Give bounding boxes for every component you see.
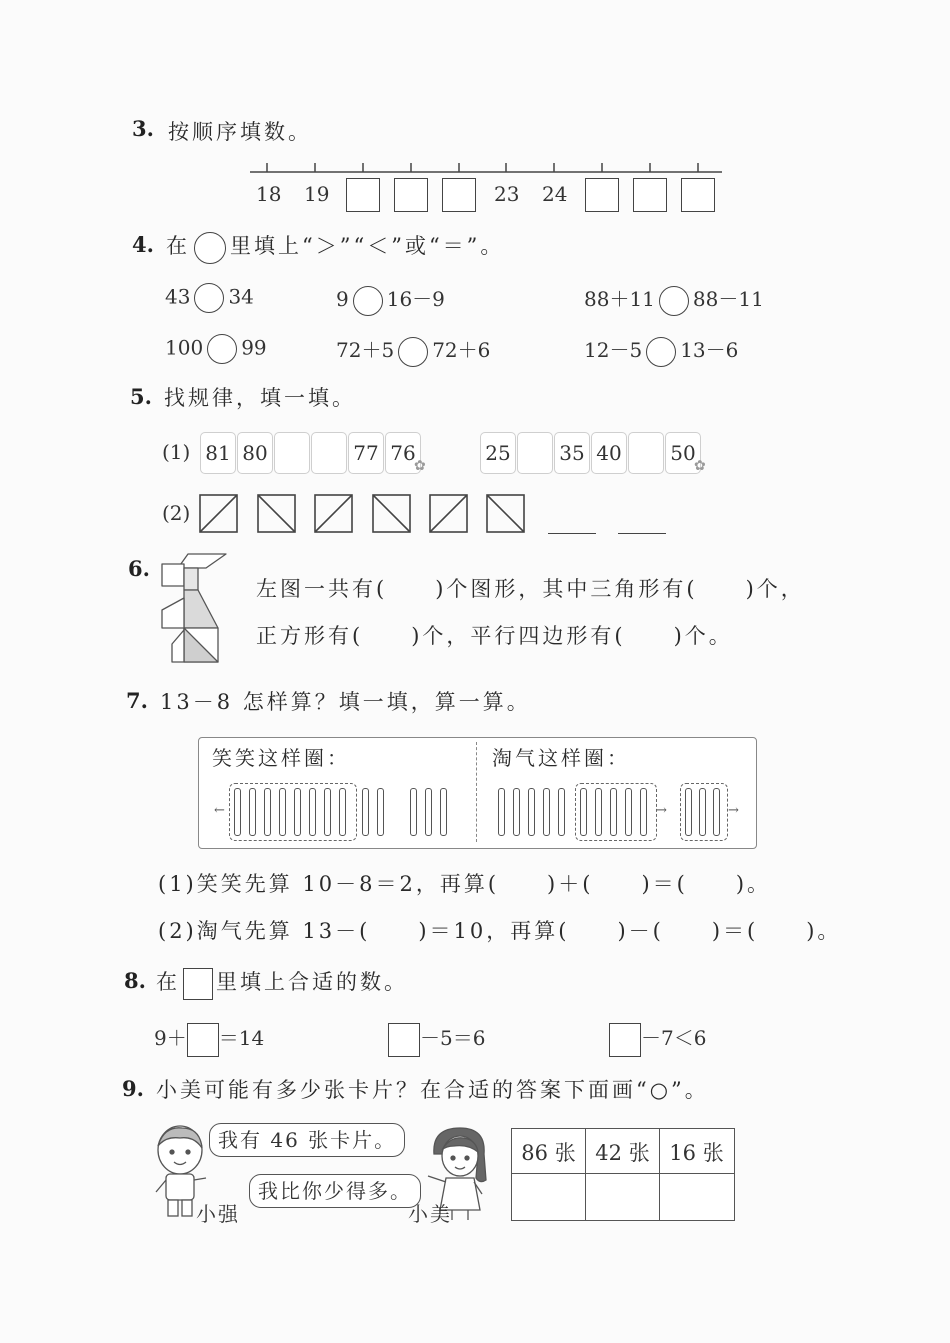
counting-stick: [279, 788, 286, 836]
arrow-right-icon: →: [656, 803, 667, 818]
counting-stick: [425, 788, 432, 836]
eq-text: －7＜6: [641, 1026, 707, 1050]
name-xiaomei: 小美: [408, 1202, 452, 1226]
nl-answer-box[interactable]: [681, 178, 715, 212]
counting-stick: [234, 788, 241, 836]
sequence-blank-card[interactable]: [628, 432, 664, 474]
compare-left: 88＋11: [584, 287, 655, 311]
equation-answer-box[interactable]: [388, 1023, 420, 1057]
equation-answer-box[interactable]: [187, 1023, 219, 1057]
counting-stick: [410, 788, 417, 836]
counting-stick: [610, 788, 617, 836]
speech-bubble-xiaoqiang: 我有 46 张卡片。: [209, 1123, 405, 1157]
q5-part1-label: (1): [162, 440, 191, 464]
q8-prompt: [156, 966, 408, 1000]
xiaoxiao-method-title: 笑笑这样圈：: [212, 746, 350, 770]
eq-text: 9＋: [154, 1026, 187, 1050]
q9-prompt: 小美可能有多少张卡片？在合适的答案下面画“○”。: [156, 1078, 709, 1102]
eq-text: －5＝6: [420, 1026, 486, 1050]
sequence-card: 40: [591, 432, 627, 474]
compare-left: 43: [165, 284, 191, 309]
option-answer-cell[interactable]: [661, 1175, 733, 1219]
q8-prompt-a: 在: [156, 970, 180, 994]
compare-right: 16－9: [386, 287, 445, 311]
counting-stick: [324, 788, 331, 836]
eq-text: ＝14: [218, 1026, 265, 1050]
compare-circle[interactable]: [207, 334, 237, 364]
compare-right: 13－6: [680, 338, 739, 362]
counting-stick: [580, 788, 587, 836]
counting-stick: [264, 788, 271, 836]
option-answer-cell[interactable]: [587, 1175, 658, 1219]
diagonal-square-pattern: [198, 493, 538, 535]
circle-symbol-icon: [194, 232, 226, 264]
sequence-card: 77: [348, 432, 384, 474]
arrow-left-icon: ←: [214, 803, 225, 818]
option-answer-cell[interactable]: [512, 1175, 584, 1219]
nl-label-18: 18: [256, 182, 282, 206]
name-xiaoqiang: 小强: [196, 1202, 240, 1226]
q7-prompt: 13－8 怎样算？填一填，算一算。: [160, 690, 531, 714]
option-label-86: 86 张: [521, 1141, 576, 1165]
option-label-16: 16 张: [669, 1141, 724, 1165]
nl-label-24: 24: [542, 182, 568, 206]
q6-line2: 正方形有( )个，平行四边形有( )个。: [256, 624, 733, 648]
tangram-rabbit-figure: [158, 550, 230, 670]
compare-right: 72＋6: [432, 338, 491, 362]
nl-answer-box[interactable]: [585, 178, 619, 212]
q4-number: 4.: [132, 232, 154, 257]
q3-number: 3.: [132, 116, 154, 141]
q8-equation-2: [388, 1022, 485, 1057]
compare-circle[interactable]: [194, 283, 224, 313]
compare-item: [165, 334, 267, 364]
arrow-right-icon: →: [728, 803, 739, 818]
compare-circle[interactable]: [398, 337, 428, 367]
q7-number: 7.: [126, 688, 148, 713]
counting-stick: [543, 788, 550, 836]
q8-equation-3: [609, 1022, 706, 1057]
counting-stick: [699, 788, 706, 836]
q5-prompt: 找规律，填一填。: [164, 386, 356, 410]
counting-stick: [528, 788, 535, 836]
compare-item: [336, 334, 490, 367]
counting-stick: [440, 788, 447, 836]
sequence-blank-card[interactable]: [311, 432, 347, 474]
sequence-card: 25: [480, 432, 516, 474]
compare-left: 9: [336, 287, 349, 311]
q6-number: 6.: [128, 556, 150, 581]
q4-prompt-b: 里填上“＞”“＜”或“＝”。: [230, 234, 505, 258]
nl-answer-box[interactable]: [394, 178, 428, 212]
compare-item: [584, 283, 764, 316]
counting-stick: [513, 788, 520, 836]
leaf-decoration-icon: ✿: [694, 458, 706, 474]
compare-left: 12－5: [584, 338, 643, 362]
q3-prompt: 按顺序填数。: [168, 120, 312, 144]
nl-label-23: 23: [494, 182, 520, 206]
q8-prompt-b: 里填上合适的数。: [216, 970, 408, 994]
options-table: [511, 1128, 735, 1221]
compare-item: [165, 283, 254, 313]
q4-prompt: [166, 230, 504, 264]
sequence-card: 81: [200, 432, 236, 474]
panel-divider: [476, 742, 477, 842]
counting-stick: [498, 788, 505, 836]
nl-answer-box[interactable]: [346, 178, 380, 212]
q5-number: 5.: [130, 384, 152, 409]
counting-stick: [377, 788, 384, 836]
compare-left: 72＋5: [336, 338, 395, 362]
sequence-blank-card[interactable]: [274, 432, 310, 474]
counting-stick: [625, 788, 632, 836]
counting-stick: [309, 788, 316, 836]
square-symbol-icon: [183, 968, 213, 1000]
q7-line2: (2)淘气先算 13－( )＝10，再算( )－( )＝( )。: [158, 919, 842, 943]
table-row-divider: [512, 1173, 734, 1174]
pattern-answer-blank[interactable]: [548, 533, 596, 534]
sequence-card: 35: [554, 432, 590, 474]
counting-stick: [362, 788, 369, 836]
counting-stick: [294, 788, 301, 836]
sequence-card: 50: [665, 432, 701, 474]
compare-right: 34: [228, 284, 254, 309]
q4-prompt-a: 在: [166, 234, 190, 258]
sequence-card: 80: [237, 432, 273, 474]
compare-circle[interactable]: [646, 337, 676, 367]
equation-answer-box[interactable]: [609, 1023, 641, 1057]
nl-answer-box[interactable]: [633, 178, 667, 212]
nl-label-19: 19: [304, 182, 330, 206]
compare-left: 100: [165, 335, 204, 360]
sequence-card: 76: [385, 432, 421, 474]
speech-bubble-xiaomei: 我比你少得多。: [249, 1174, 421, 1208]
nl-answer-box[interactable]: [442, 178, 476, 212]
q7-line1: (1)笑笑先算 10－8＝2，再算( )＋( )＝( )。: [158, 872, 772, 896]
counting-stick: [713, 788, 720, 836]
leaf-decoration-icon: ✿: [414, 458, 426, 474]
counting-stick: [685, 788, 692, 836]
q5-part2-label: (2): [162, 501, 191, 525]
counting-stick: [558, 788, 565, 836]
compare-item: [584, 334, 738, 367]
sequence-blank-card[interactable]: [517, 432, 553, 474]
counting-stick: [339, 788, 346, 836]
q6-line1: 左图一共有( )个图形，其中三角形有( )个，: [256, 577, 805, 601]
q8-equation-1: [154, 1022, 264, 1057]
pattern-answer-blank[interactable]: [618, 533, 666, 534]
option-label-42: 42 张: [595, 1141, 650, 1165]
compare-right: 99: [241, 335, 267, 360]
compare-circle[interactable]: [353, 286, 383, 316]
counting-stick: [640, 788, 647, 836]
compare-item: [336, 283, 445, 316]
counting-stick: [595, 788, 602, 836]
compare-right: 88－11: [692, 287, 764, 311]
q9-number: 9.: [122, 1076, 144, 1101]
counting-stick: [249, 788, 256, 836]
compare-circle[interactable]: [659, 286, 689, 316]
q8-number: 8.: [124, 968, 146, 993]
taoqi-method-title: 淘气这样圈：: [492, 746, 630, 770]
